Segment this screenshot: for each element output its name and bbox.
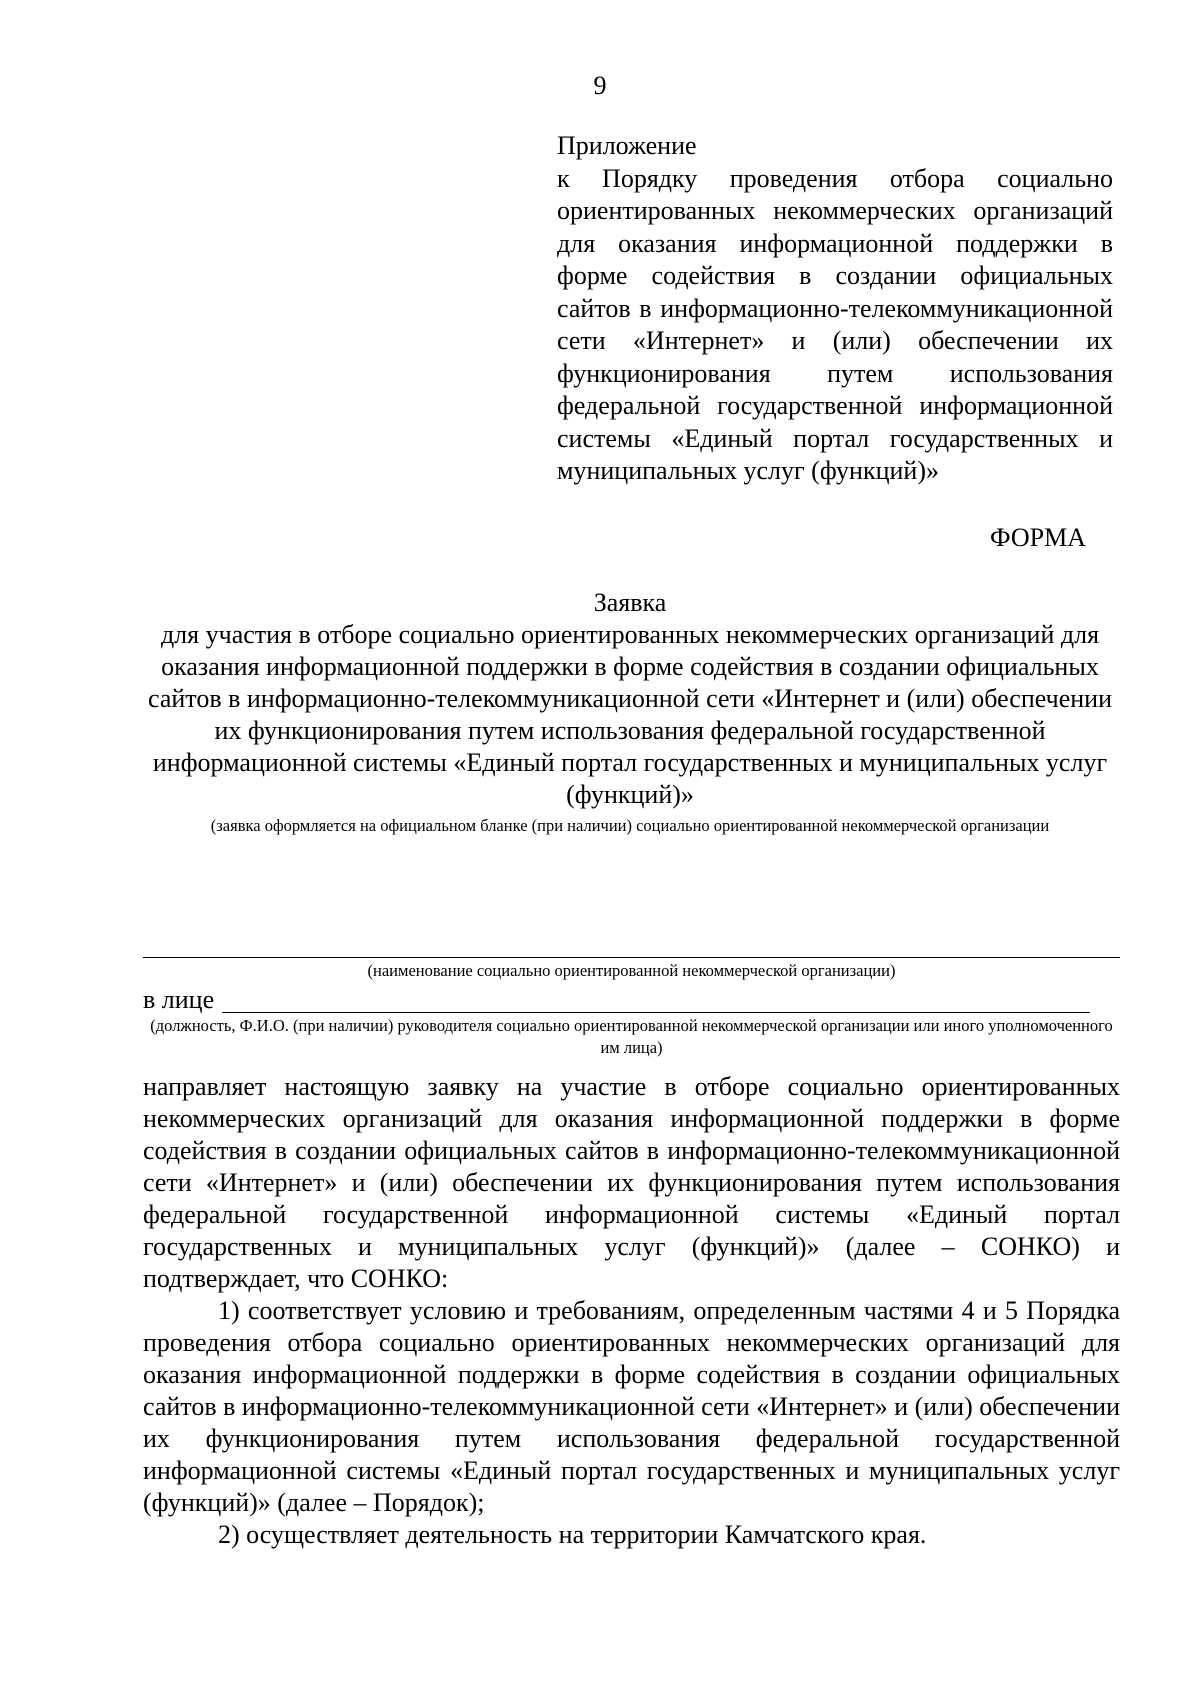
appendix-heading: Приложение [557,131,697,160]
in-person-caption: (должность, Ф.И.О. (при наличии) руководителя социально ориентированной некоммерческой организации или иного уполномоченного им лица) [150,1016,1113,1057]
in-person-label: в лице [143,985,215,1014]
intro-paragraph: направляет настоящую заявку на участие в отборе социально ориентированных некоммерческих организаций для оказания информационной поддержки в форме содействия в создании официальных сайтов в информационно-телекоммуникационной сети «Интернет» и (или) обеспечении их функционирования путем использования федеральной государственной информационной системы «Единый портал государственных и муниципальных услуг (функций)» (далее – СОНКО) и подтверждает, что СОНКО: [143,1072,1120,1293]
main-text [143,1071,1120,1551]
item-2-paragraph: 2) осуществляет деятельность на территории Камчатского края. [218,1520,927,1549]
appendix-text: к Порядку проведения отбора социально ориентированных некоммерческих организаций для оказания информационной поддержки в форме содействия в создании официальных сайтов в информационно-телекоммуникационной сети «Интернет» и (или) обеспечении их функционирования путем использования федеральной государственной информационной системы «Единый портал государственных и муниципальных услуг (функций)» [557,163,1113,485]
org-name-caption: (наименование социально ориентированной некоммерческой организации) [367,961,896,980]
request-subtitle: для участия в отборе социально ориентированных некоммерческих организаций для оказания информационной поддержки в форме содействия в создании официальных сайтов в информационно-телекоммуникационной сети «Интернет и (или) обеспечении их функционирования путем использования федеральной государственной информационной системы «Единый портал государственных и муниципальных услуг (функций)» [147,620,1112,809]
in-person-line [222,1012,1090,1013]
request-header [140,587,1120,837]
page-number: 9 [593,71,607,100]
form-label: ФОРМА [990,523,1086,552]
item-1-paragraph: 1) соответствует условию и требованиям, определенным частями 4 и 5 Порядка проведения отбора социально ориентированных некоммерческих организаций для оказания информационной поддержки в форме содействия в создании официальных сайтов в информационно-телекоммуникационной сети «Интернет» и (или) обеспечении их функционирования путем использования федеральной государственной информационной системы «Единый портал государственных и муниципальных услуг (функций)» (далее – Порядок); [143,1296,1121,1517]
request-title: Заявка [593,588,667,617]
appendix-block [557,130,1113,488]
request-note: (заявка оформляется на официальном бланке (при наличии) социально ориентированной некоммерческой организации [210,816,1050,835]
org-name-line [143,957,1120,958]
